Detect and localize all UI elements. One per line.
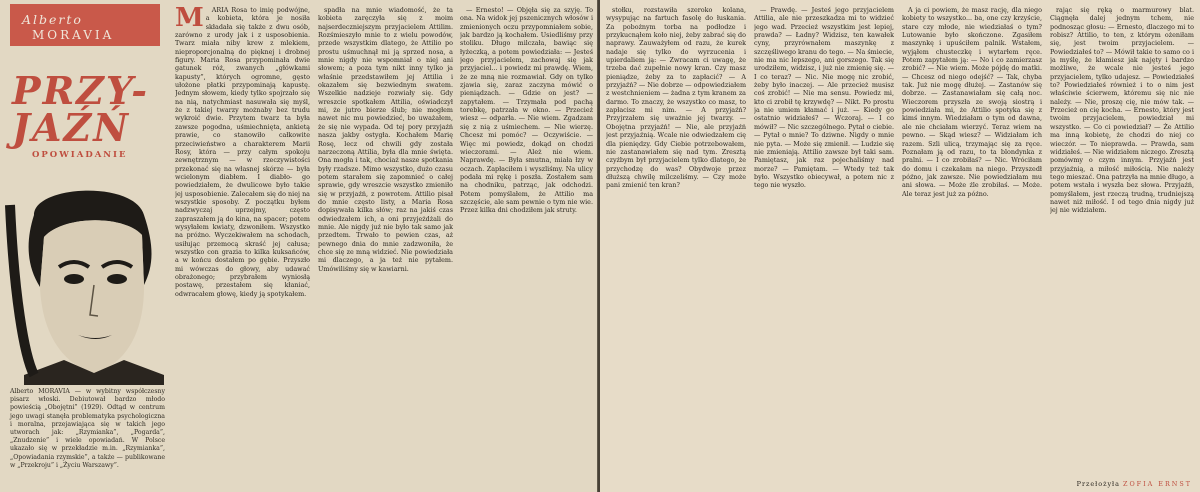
text-column-4 <box>606 6 746 488</box>
column-4-text: stołku, rozstawiła szeroko kolana, wysypując na fartuch fasolę do łuskania. Za pobożnym torba na podłodze i przykucnąłem koło niej, żeby zabrać się do naprawy. Zauważyłem od razu, że kurek nadaje się tylko do wyrzucenia i upierdaliem ją: — Zwracam ci uwagę, że trzeba dać zupełnie nowy kran. Czy masz pieniądze, żeby za to zapłacić? — A przyjaźń? — Nie dobrze — odpowiedziałem z westchnieniem — żadna z tym kranem za darmo. To znaczy, że wszystko co masz, to zapłacisz mi nim. — A przyjaźń? Przyjrzałem się uważnie jej twarzy. — Obojętna przyjaźń! — Nie, ale przyjaźń jest przyjaźnią. Wcale nie odwiedzałem cię dla pieniędzy. Gdy Ciebie potrzebowałem, nie zastanawiałem się nad tym. Zresztą czyżbym był przyjacielem tylko dlatego, że przychodzę do was? Obydwoje przez dłuższą chwilę milczeliśmy. — Czy może pani zmienić ten kran? <box>606 6 746 190</box>
translator-credit <box>1077 480 1192 488</box>
column-5-text: — Prawdę. — Jesteś jego przyjacielem Attilia, ale nie przeszkadza mi to widzieć jego wad. Przecież wszystkim jest lepiej, prawda? — Ładny? Widzisz, ten kawałek cyny, przyrównałem maszynkę z szczęśliwego kranu do tego. — Na śmiecie, nie ma nic lepszego, ani gorszego. Tak się urodziłem, widzisz, i już nie zmienię się. — I co teraz? — Nic. Nie mogę nic zrobić, żeby było inaczej. — Ale przecież musisz coś zrobić! — Nie ma sensu. Powiedz mi, kto ci zrobił tę krzywdę? — Nikt. Po prostu ja nie umiem kłamać i już. — Kiedy go ostatnio widziałeś? — Wczoraj. — I co mówił? — Nic szczególnego. Pytał o ciebie. — Pytał o mnie? To dziwne. Nigdy o mnie nie pyta. — Może się zmienił. — Ludzie się nie zmieniają. Attilio zawsze był taki sam. Pamiętasz, jak raz pojechaliśmy nad morze? — Pamiętam. — Wtedy też tak było. Wszystko obiecywał, a potem nic z tego nie wyszło. <box>754 6 894 190</box>
story-title <box>12 68 149 150</box>
right-page <box>600 0 1200 492</box>
author-banner <box>10 4 160 46</box>
author-bio-caption: Alberto MORAVIA — w wybitny współczesny pisarz włoski. Debiutował bardzo młodo powieścią „Obojętni” (1929). Odtąd w centrum jego uwagi stanęła problematyka psychologiczna i moralna, przejawiająca się w takich jego utworach jak: „Rzymianka”, „Pogarda”, „Znudzenie” i wiele opowiadań. W Polsce ukazało się w przekładzie m.in. „Rzymianka”, „Opowiadania rzymskie”, a także — publikowane w „Przekroju” i „Życiu Warszawy”. <box>10 388 165 469</box>
text-column-1 <box>175 6 310 488</box>
column-7-text: rając się ręką o marmurowy blat. Ciągnęła dalej jednym tchem, nie podnosząc głosu: — Ernesto, dlaczego mi to robisz? Attilio, to ten, z którym ożeniłam się, jest twoim przyjacielem. — Powiedziałeś to? — Mówił takie to samo co i ja myślę, że kłamiesz jak najęty i bardzo możliwe, że wcale nie jesteś jego przyjacielem, tylko udajesz. — Powiedziałeś to? Powiedziałeś również i to o nim jest właściwie ścierwem, któremu się nic nie należy. — Nie, proszę cię, nie mów tak. — Przecież on cię kocha. — Ernesto, który jest twoim przyjacielem, powiedział mi wszystko. — Co ci powiedział? — Że Attilio ma inną kobietę, że chodzi do niej co wieczór. — To nieprawda. — Prawda, sam widziałeś. — Nie widziałem niczego. Zresztą pomówmy o czym innym. Przyjaźń jest przyjaźnią, a miłość miłością. Nie należy tego mieszać. Ona patrzyła na mnie długo, a potem wstała i wyszła bez słowa. Przyjaźń, pomyślałem, jest rzeczą trudną, trudniejszą nawet niż miłość. I od tego dnia nigdy już jej nie widziałem. <box>1050 6 1194 215</box>
text-column-2 <box>318 6 453 488</box>
author-first-name: Alberto <box>22 12 83 27</box>
text-column-3 <box>460 6 593 488</box>
drop-cap: M <box>175 6 204 33</box>
text-column-5 <box>754 6 894 488</box>
portrait-illustration <box>4 175 169 385</box>
column-1-text: ARIA Rosa to imię podwójne, a kobieta, która je nosiła składała się także z dwu osób, zarówno z urody jak i z usposobienia. Twarz miała niby krew z mlekiem, nieproporcjonalną do pięknej i drobnej figury. Maria Rosa przypominała dwie gatunek róż, zwanych „główkami kapusty”, których ogromne, gęsto ułożone płatki przypominają kapustę. Jednym słowem, kiedy tylko spojrzało się na nią, natychmiast nasuwała się myśl, że z takiej twarzy możnaby bez trudu wykroić dwie. Przytem twarz ta była zawsze pogodna, uśmiechnięta, ankietą prawie, co stanowiło całkowite przeciwieństwo a charakterem Marii Rosy, która — przy całym spokoju zewnętrznym — w rzeczywistości przekonać się na własnej skórze — była wcielonym diabłem. I diabło- go powiedziałem, że dwulicowe było takie jej usposobienie. Zalecałem się do niej na wszystkie sposoby. Z początku byłem nadzwyczaj uprzejmy, często zapraszałem ją do kina, na spacer; potem wysyłałem kwiaty, dzwoniłem. Wszystko na próżno. Wyczekiwałem na schodach, usiłując przemocą skraść jej całusa; wszystko con grazia to kilka kuksańców, a w końcu dostałem po gębie. Przyszło mi wówczas do głowy, aby udawać obrażonego; przybrałem wyniosłą postawę, przestałem się kłaniać, odwracałem głowę, kiedy ją spotykałem. <box>175 6 310 298</box>
column-6-text: A ja ci powiem, że masz rację, dla niego kobiety to wszystko... ba, one czy krzyście, stare czy młode, nie wiedziałaś o tym? Lutowanie było skończone. Zgasiłem maszynkę i upuściłem palnik. Wstałem, wyjąłem chusteczkę i wytarłem ręce. Potem zapytałem ją: — No i co zamierzasz zrobić? — Nie wiem. Może pójdę do matki. — Chcesz od niego odejść? — Tak, chyba tak. Już nie mogę dłużej. — Zastanów się dobrze. — Zastanawiałam się całą noc. Wieczorem przyszła ze swoją siostrą i powiedziała mi, że Attilio spotyka się z kimś innym. Wiedziałam o tym od dawna, ale nie chciałam wierzyć. Teraz wiem na pewno. — Skąd wiesz? — Widziałam ich razem. Szli ulicą, trzymając się za ręce. Poznałam ją od razu, to ta blondynka z pralni. — I co zrobiłaś? — Nic. Wróciłam do domu i czekałam na niego. Przyszedł późno, jak zawsze. Nie powiedziałam mu ani słowa. — Może źle zrobiłaś. — Może. Ale teraz jest już za późno. <box>902 6 1042 198</box>
story-genre: OPOWIADANIE <box>32 150 128 160</box>
title-line-2: JAŹŃ <box>12 105 130 150</box>
text-column-6 <box>902 6 1042 488</box>
column-3-text: — Ernesto! — Objęła się za szyję. To ona. Na widok jej pszenicznych włosów i zmienionych oczu przypomniałem sobie, jak bardzo ją kochałem. Usiedliśmy przy stoliku. Długo milczała, bawiąc się łyżeczką, a potem powiedziała: — Jesteś jego przyjacielem, zachowaj się jak przyjaciel... i powiedz mi prawdę. Wiem, że ze mną nie rozmawiał. Gdy on tylko zjawia się, zaraz zaczyna mówić o pieniądzach. — Gdzie on jest? — zapytałem. — Trzymała pod pachą torebkę, patrzała w okno. — Przecież wiesz — odparła. — Nie wiem. Zgadzam się z nią z uśmiechem. — Nie wierzę. Chcesz mi pomóc? — Oczywiście. — Więc mi powiedz, dokąd on chodzi wieczorami. — Ależ nie wiem. Naprawdę. — Była smutna, miała łzy w oczach. Zapłaciłem i wyszliśmy. Na ulicy podała mi rękę i poszła. Zostałem sam na chodniku, patrząc, jak odchodzi. Potem pomyślałem, że Attilio ma szczęście, ale sam pewnie o tym nie wie. Przez kilka dni chodziłem jak struty. <box>460 6 593 215</box>
translator-prefix: Przełożyła <box>1076 480 1120 488</box>
translator-name: ZOFIA ERNST <box>1123 480 1192 488</box>
text-column-7 <box>1050 6 1194 476</box>
title-line-1: PRZY- <box>12 68 149 113</box>
author-last-name: MORAVIA <box>32 28 115 42</box>
left-page <box>0 0 598 492</box>
column-2-text: spadła na mnie wiadomość, że ta kobieta zaręczyła się z moim najserdeczniejszym przyjacielem Attilim. Rozśmieszyło mnie to z wielu powodów, przede wszystkim dlatego, że Attilio po prostu uśmuchnął mi ją sprzed nosa, a mnie nigdy nie wspomniał o niej ani słowem; a poza tym nikt inny tylko ja właśnie przedstawiłem jej Attilia i okazałem się bezwiednym swatem. Wszelkie nadzieje rozwiały się. Gdy wreszcie spotkałem Attilia, oświadczył mi, że jutro bierze ślub; nie mogłem nawet nic mu powiedzieć, bo uważałem, że się nie wypada. Od tej pory przyjaźń nasza jakby ostygła. Kochałem Marię Rosę, lecz od chwili gdy została narzeczoną Attilia, była dla mnie święta. Ona mogła i tak, chociaż nasze spotkania były rzadsze. Mimo wszystko, dużo czasu potem starałem się zapomnieć o całej sprawie, gdy wreszcie wszystko zmieniło się w przyjaźń, z powrotem. Attilio pisał do mnie często listy, a Maria Rosa dopisywała kilka słów; raz na jakiś czas odwiedzałem ich, a oni przyjeżdżali do mnie. Ale nigdy już nie było tak samo jak przedtem. Trwało to pewien czas, aż pewnego dnia do mnie zadzwoniła, że chce się ze mną widzieć. Nie powiedziała mi dlaczego, a ja też nie pytałem. Umówiliśmy się w kawiarni. <box>318 6 453 273</box>
woman-portrait-icon <box>4 175 169 385</box>
